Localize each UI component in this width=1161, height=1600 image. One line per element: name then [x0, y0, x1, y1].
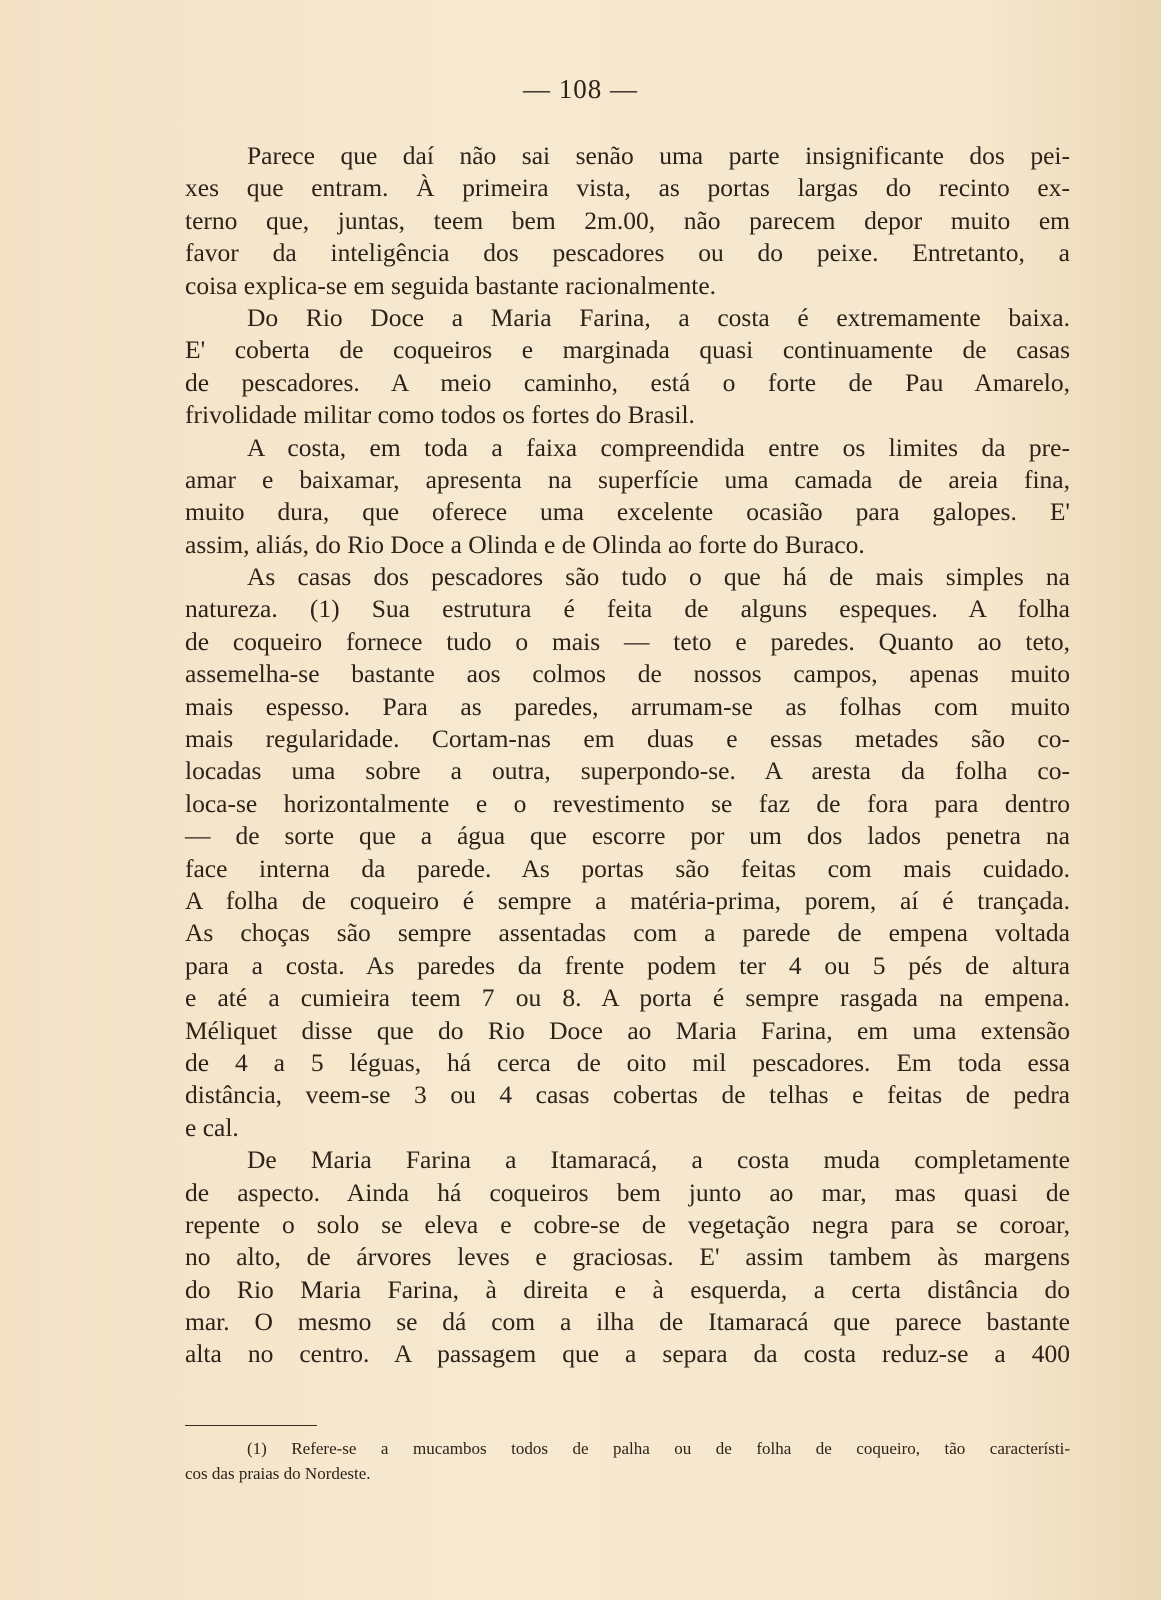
- text-line: de 4 a 5 léguas, há cerca de oito mil pescadores. Em toda essa: [185, 1047, 1070, 1077]
- footnote-line: (1) Refere-se a mucambos todos de palha ou de folha de coqueiro, tão característi-: [247, 1439, 1070, 1458]
- paragraph-1: [185, 140, 1070, 302]
- text-line: muito dura, que oferece uma excelente ocasião para galopes. E': [185, 497, 1070, 527]
- text-line: Parece que daí não sai senão uma parte insignificante dos pei-: [247, 141, 1070, 170]
- footnote-line: cos das praias do Nordeste.: [185, 1464, 371, 1483]
- text-line: de aspecto. Ainda há coqueiros bem junto ao mar, mas quasi de: [185, 1177, 1070, 1207]
- paragraph-3: [185, 432, 1070, 562]
- text-line: As choças são sempre assentadas com a parede de empena voltada: [185, 918, 1070, 948]
- text-line: As casas dos pescadores são tudo o que há de mais simples na: [247, 562, 1070, 592]
- text-line: mais regularidade. Cortam-nas em duas e essas metades são co-: [185, 724, 1070, 754]
- text-line: no alto, de árvores leves e graciosas. E' assim tambem às margens: [185, 1242, 1070, 1272]
- text-line: De Maria Farina a Itamaracá, a costa muda completamente: [247, 1145, 1070, 1175]
- text-line: de pescadores. A meio caminho, está o forte de Pau Amarelo,: [185, 367, 1070, 397]
- text-line: — de sorte que a água que escorre por um dos lados penetra na: [185, 821, 1070, 851]
- text-line: para a costa. As paredes da frente podem ter 4 ou 5 pés de altura: [185, 950, 1070, 980]
- text-line: xes que entram. À primeira vista, as portas largas do recinto ex-: [185, 173, 1070, 203]
- page-number: — 108 —: [523, 74, 638, 104]
- text-line: do Rio Maria Farina, à direita e à esquerda, a certa distância do: [185, 1274, 1070, 1304]
- text-line: E' coberta de coqueiros e marginada quasi continuamente de casas: [185, 335, 1070, 365]
- text-line: natureza. (1) Sua estrutura é feita de alguns espeques. A folha: [185, 594, 1070, 624]
- paragraph-2: [185, 302, 1070, 432]
- footnote: [185, 1436, 1070, 1486]
- paragraph-5: [185, 1144, 1070, 1371]
- text-line: Do Rio Doce a Maria Farina, a costa é extremamente baixa.: [247, 302, 1070, 332]
- text-line: alta no centro. A passagem que a separa da costa reduz-se a 400: [185, 1339, 1070, 1369]
- text-line: assemelha-se bastante aos colmos de nossos campos, apenas muito: [185, 659, 1070, 689]
- text-line: A costa, em toda a faixa compreendida entre os limites da pre-: [247, 432, 1070, 462]
- text-line: de coqueiro fornece tudo o mais — teto e paredes. Quanto ao teto,: [185, 626, 1070, 656]
- text-line: mar. O mesmo se dá com a ilha de Itamaracá que parece bastante: [185, 1307, 1070, 1337]
- text-line: Méliquet disse que do Rio Doce ao Maria Farina, em uma extensão: [185, 1015, 1070, 1045]
- text-line: assim, aliás, do Rio Doce a Olinda e de Olinda ao forte do Buraco.: [185, 529, 865, 559]
- text-line: frivolidade militar como todos os fortes do Brasil.: [185, 400, 695, 430]
- text-line: terno que, juntas, teem bem 2m.00, não parecem depor muito em: [185, 205, 1070, 235]
- text-line: repente o solo se eleva e cobre-se de vegetação negra para se coroar,: [185, 1209, 1070, 1239]
- text-line: e até a cumieira teem 7 ou 8. A porta é sempre rasgada na empena.: [185, 983, 1070, 1013]
- text-line: mais espesso. Para as paredes, arrumam-se as folhas com muito: [185, 691, 1070, 721]
- text-line: locadas uma sobre a outra, superpondo-se. A aresta da folha co-: [185, 756, 1070, 786]
- text-line: favor da inteligência dos pescadores ou do peixe. Entretanto, a: [185, 238, 1070, 268]
- text-line: amar e baixamar, apresenta na superfície uma camada de areia fina,: [185, 464, 1070, 494]
- text-line: A folha de coqueiro é sempre a matéria-prima, porem, aí é trançada.: [185, 885, 1070, 915]
- body-text: [185, 140, 1070, 1371]
- text-line: loca-se horizontalmente e o revestimento se faz de fora para dentro: [185, 788, 1070, 818]
- text-line: distância, veem-se 3 ou 4 casas cobertas de telhas e feitas de pedra: [185, 1080, 1070, 1110]
- paragraph-4: [185, 561, 1070, 1144]
- text-line: face interna da parede. As portas são feitas com mais cuidado.: [185, 853, 1070, 883]
- text-line: coisa explica-se em seguida bastante racionalmente.: [185, 270, 717, 300]
- text-line: e cal.: [185, 1112, 239, 1142]
- footnote-divider: [185, 1425, 317, 1426]
